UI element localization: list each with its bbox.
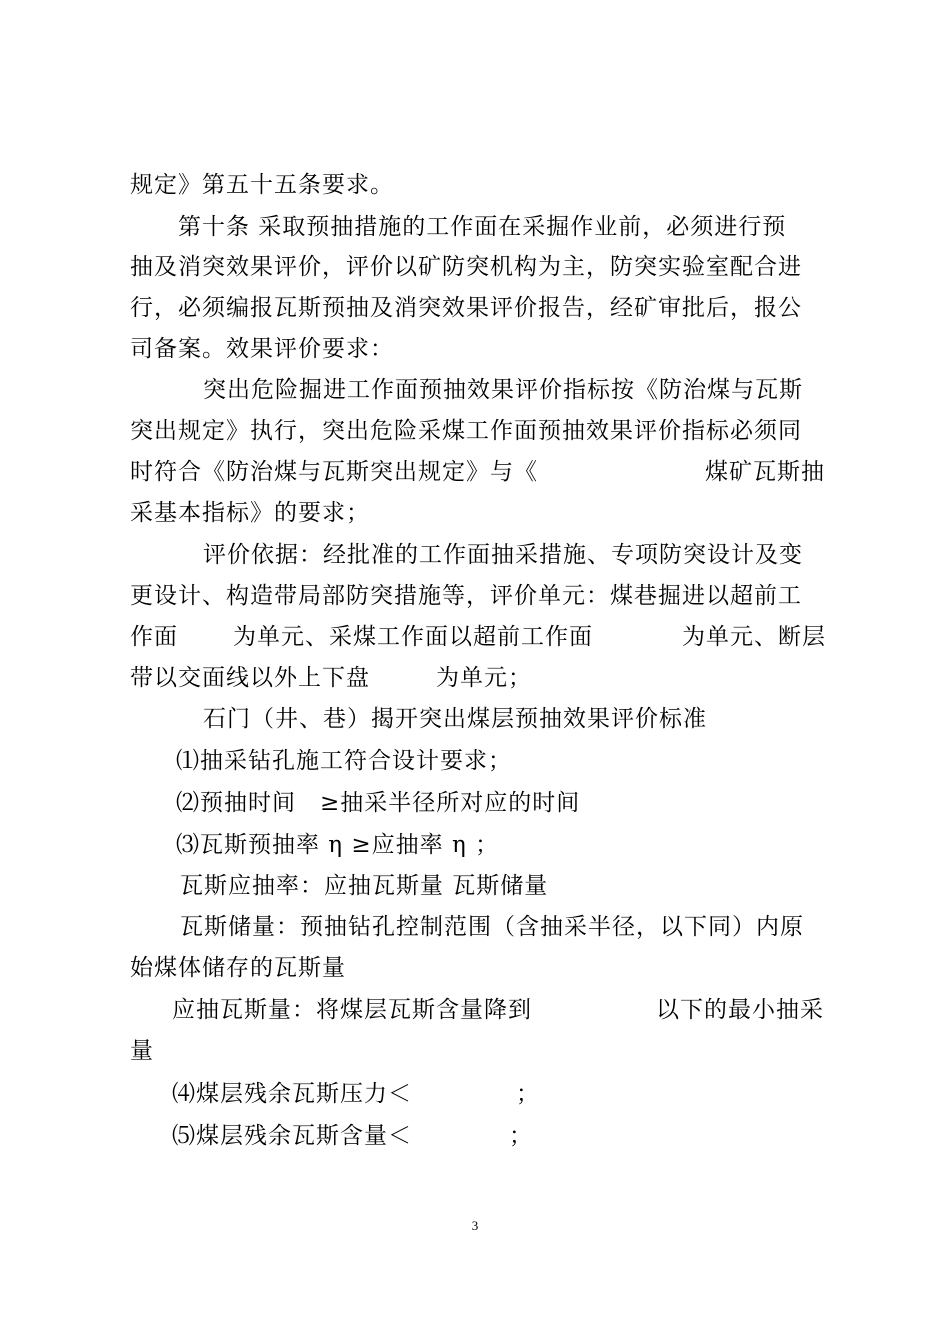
text-line: 始煤体储存的瓦斯量 [130, 955, 346, 981]
text-line: 带以交面线以外上下盘 [130, 665, 370, 691]
text-line: 更设计、构造带局部防突措施等，评价单元：煤巷掘进以超前工 [130, 583, 802, 609]
text-line: ⑶瓦斯预抽率 η ≥应抽率 η ； [176, 832, 500, 858]
page-number: 3 [471, 1218, 479, 1233]
text-line: 突出危险掘进工作面预抽效果评价指标按《防治煤与瓦斯 [203, 377, 803, 403]
text-line: 为单元、采煤工作面以超前工作面 [233, 624, 593, 650]
text-line: 瓦斯储量：预抽钻孔控制范围（含抽采半径，以下同）内原 [180, 914, 804, 940]
text-line: 采基本指标》的要求； [130, 500, 370, 526]
text-line: 时符合《防治煤与瓦斯突出规定》与《 [130, 459, 538, 485]
text-line: 突出规定》执行，突出危险采煤工作面预抽效果评价指标必须同 [130, 418, 802, 444]
text-line: 规定》第五十五条要求。 [130, 172, 394, 198]
text-line: 应抽瓦斯量：将煤层瓦斯含量降到 [172, 997, 532, 1023]
text-line: ⑴抽采钻孔施工符合设计要求； [176, 748, 512, 774]
text-line: ⑵预抽时间 ≥抽采半径所对应的时间 [176, 790, 581, 816]
text-line: 作面 [130, 624, 178, 650]
text-line: ⑸煤层残余瓦斯含量＜ [172, 1123, 412, 1149]
text-line: 石门（井、巷）揭开突出煤层预抽效果评价标准 [203, 706, 707, 732]
text-line: 量 [130, 1038, 154, 1064]
text-line: ； [509, 1123, 533, 1149]
text-line: ； [516, 1081, 540, 1107]
text-line: 评价依据：经批准的工作面抽采措施、专项防突设计及变 [203, 542, 803, 568]
text-line: ⑷煤层残余瓦斯压力＜ [172, 1081, 412, 1107]
text-line: 煤矿瓦斯抽 [705, 459, 825, 485]
text-line: 以下的最小抽采 [656, 997, 824, 1023]
text-line: 行，必须编报瓦斯预抽及消突效果评价报告，经矿审批后，报公 [130, 295, 802, 321]
text-line: 抽及消突效果评价，评价以矿防突机构为主，防突实验室配合进 [130, 254, 802, 280]
text-line: 第十条 采取预抽措施的工作面在采掘作业前，必须进行预 [178, 214, 787, 240]
text-line: 司备案。效果评价要求： [130, 336, 394, 362]
text-line: 瓦斯应抽率：应抽瓦斯量 瓦斯储量 [180, 873, 549, 899]
text-line: 为单元、断层 [682, 624, 826, 650]
text-line: 为单元； [436, 665, 532, 691]
